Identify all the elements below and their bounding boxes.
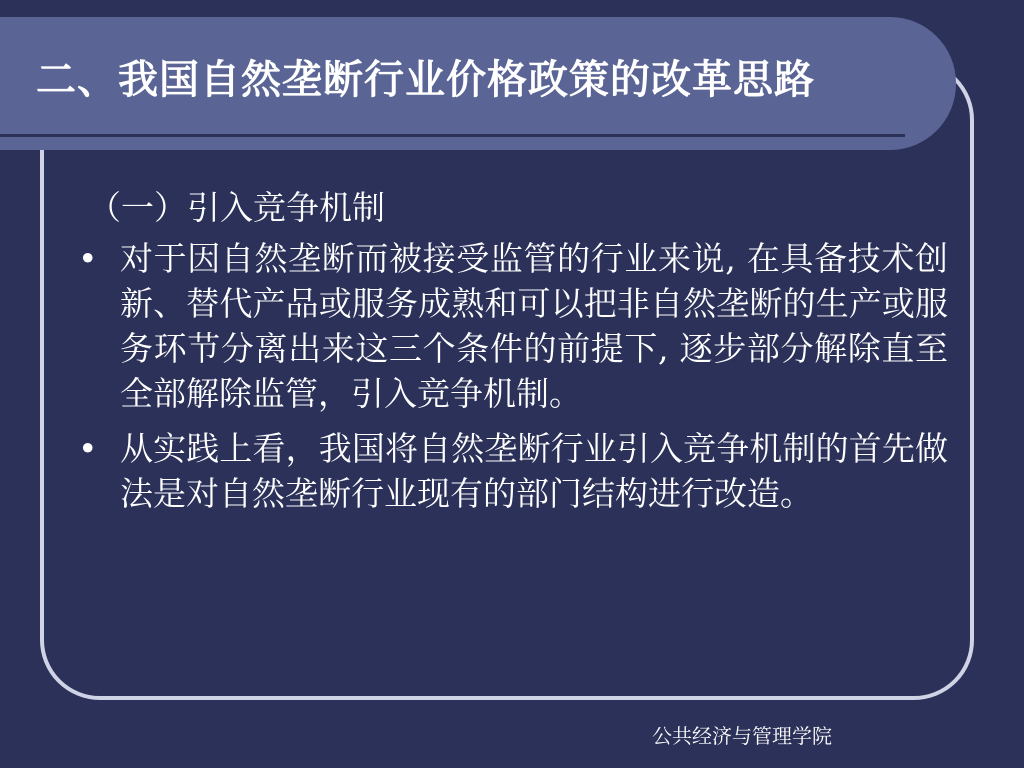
bullet-text: 从实践上看，我国将自然垄断行业引入竞争机制的首先做法是对自然垄断行业现有的部门结构进行改造。: [120, 429, 948, 513]
title-underline: [0, 134, 905, 137]
bullet-text: 对于因自然垄断而被接受监管的行业来说, 在具备技术创新、替代产品或服务成熟和可以把非自然垄断的生产或服务环节分离出来这三个条件的前提下, 逐步部分解除直至全部解除监管，引入竞争机制。: [120, 239, 948, 413]
slide-content: [78, 185, 948, 526]
footer-institution: 公共经济与管理学院: [652, 724, 832, 748]
bullet-marker: •: [78, 239, 98, 278]
bullet-item: [78, 236, 948, 416]
bullet-marker: •: [78, 429, 98, 468]
slide-title: 二、我国自然垄断行业价格政策的改革思路: [36, 57, 815, 103]
bullet-item: [78, 426, 948, 516]
section-subheading: （一）引入竞争机制: [88, 188, 385, 227]
